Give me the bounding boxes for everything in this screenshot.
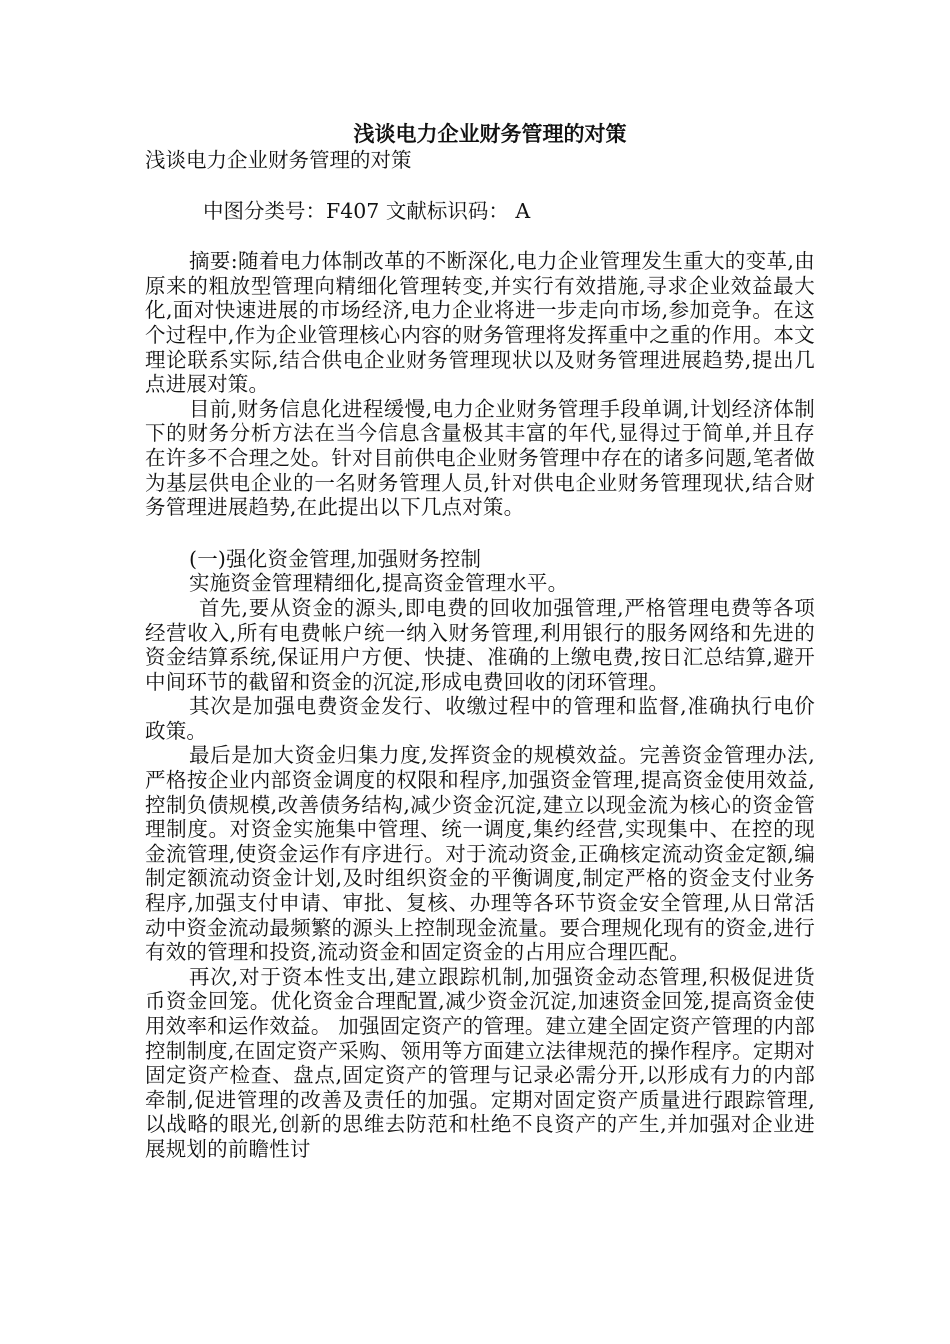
paragraph-second: 其次是加强电费资金发行、收缴过程中的管理和监督,准确执行电价政策。 — [145, 694, 815, 743]
classification-line: 中图分类号：F407 文献标识码： A — [203, 198, 531, 223]
paragraph-again: 再次,对于资本性支出,建立跟踪机制,加强资金动态管理,积极促进货币资金回笼。优化资金合理配置,减少资金沉淀,加速资金回笼,提高资金使用效率和运作效益。 加强固定资产的管理。建立建全固定资产管理的内部控制制度,在固定资产采购、领用等方面建立法律规范的操作程序。定期对固定资产检查、盘点,固定资产的管理与记录必需分开,以形成有力的内部牵制,促进管理的改善及责任的加强。定期对固定资产质量进行跟踪管理,以战略的眼光,创新的思维去防范和杜绝不良资产的产生,并加强对企业进展规划的前瞻性讨 — [145, 964, 815, 1161]
document-subtitle: 浅谈电力企业财务管理的对策 — [145, 148, 412, 172]
paragraph-last: 最后是加大资金归集力度,发挥资金的规模效益。完善资金管理办法,严格按企业内部资金调度的权限和程序,加强资金管理,提高资金使用效益,控制负债规模,改善债务结构,减少资金沉淀,建立以现金流为核心的资金管理制度。对资金实施集中管理、统一调度,集约经营,实现集中、在控的现金流管理,使资金运作有序进行。对于流动资金,正确核定流动资金定额,编制定额流动资金计划,及时组织资金的平衡调度,制定严格的资金支付业务程序,加强支付申请、审批、复核、办理等各环节资金安全管理,从日常活动中资金流动最频繁的源头上控制现金流量。要合理规化现有的资金,进行有效的管理和投资,流动资金和固定资金的占用应合理匹配。 — [145, 743, 815, 965]
abstract-paragraph: 摘要:随着电力体制改革的不断深化,电力企业管理发生重大的变革,由原来的粗放型管理向精细化管理转变,并实行有效措施,寻求企业效益最大化,面对快速进展的市场经济,电力企业将进一步走向市场,参加竞争。在这个过程中,作为企业管理核心内容的财务管理将发挥重中之重的作用。本文理论联系实际,结合供电企业财务管理现状以及财务管理进展趋势,提出几点进展对策。 — [145, 249, 815, 397]
document-page — [145, 120, 815, 1162]
document-title: 浅谈电力企业财务管理的对策 — [353, 121, 627, 146]
paragraph-first: 首先,要从资金的源头,即电费的回收加强管理,严格管理电费等各项经营收入,所有电费帐户统一纳入财务管理,利用银行的服务网络和先进的资金结算系统,保证用户方便、快捷、准确的上缴电费,按日汇总结算,避开中间环节的截留和资金的沉淀,形成电费回收的闭环管理。 — [145, 595, 815, 694]
section-heading: (一)强化资金管理,加强财务控制 — [189, 546, 482, 571]
section-lead: 实施资金管理精细化,提高资金管理水平。 — [189, 571, 569, 596]
intro-paragraph: 目前,财务信息化进程缓慢,电力企业财务管理手段单调,计划经济体制下的财务分析方法在当今信息含量极其丰富的年代,显得过于简单,并且存在许多不合理之处。针对目前供电企业财务管理中存在的诸多问题,笔者做为基层供电企业的一名财务管理人员,针对供电企业财务管理现状,结合财务管理进展趋势,在此提出以下几点对策。 — [145, 396, 815, 520]
